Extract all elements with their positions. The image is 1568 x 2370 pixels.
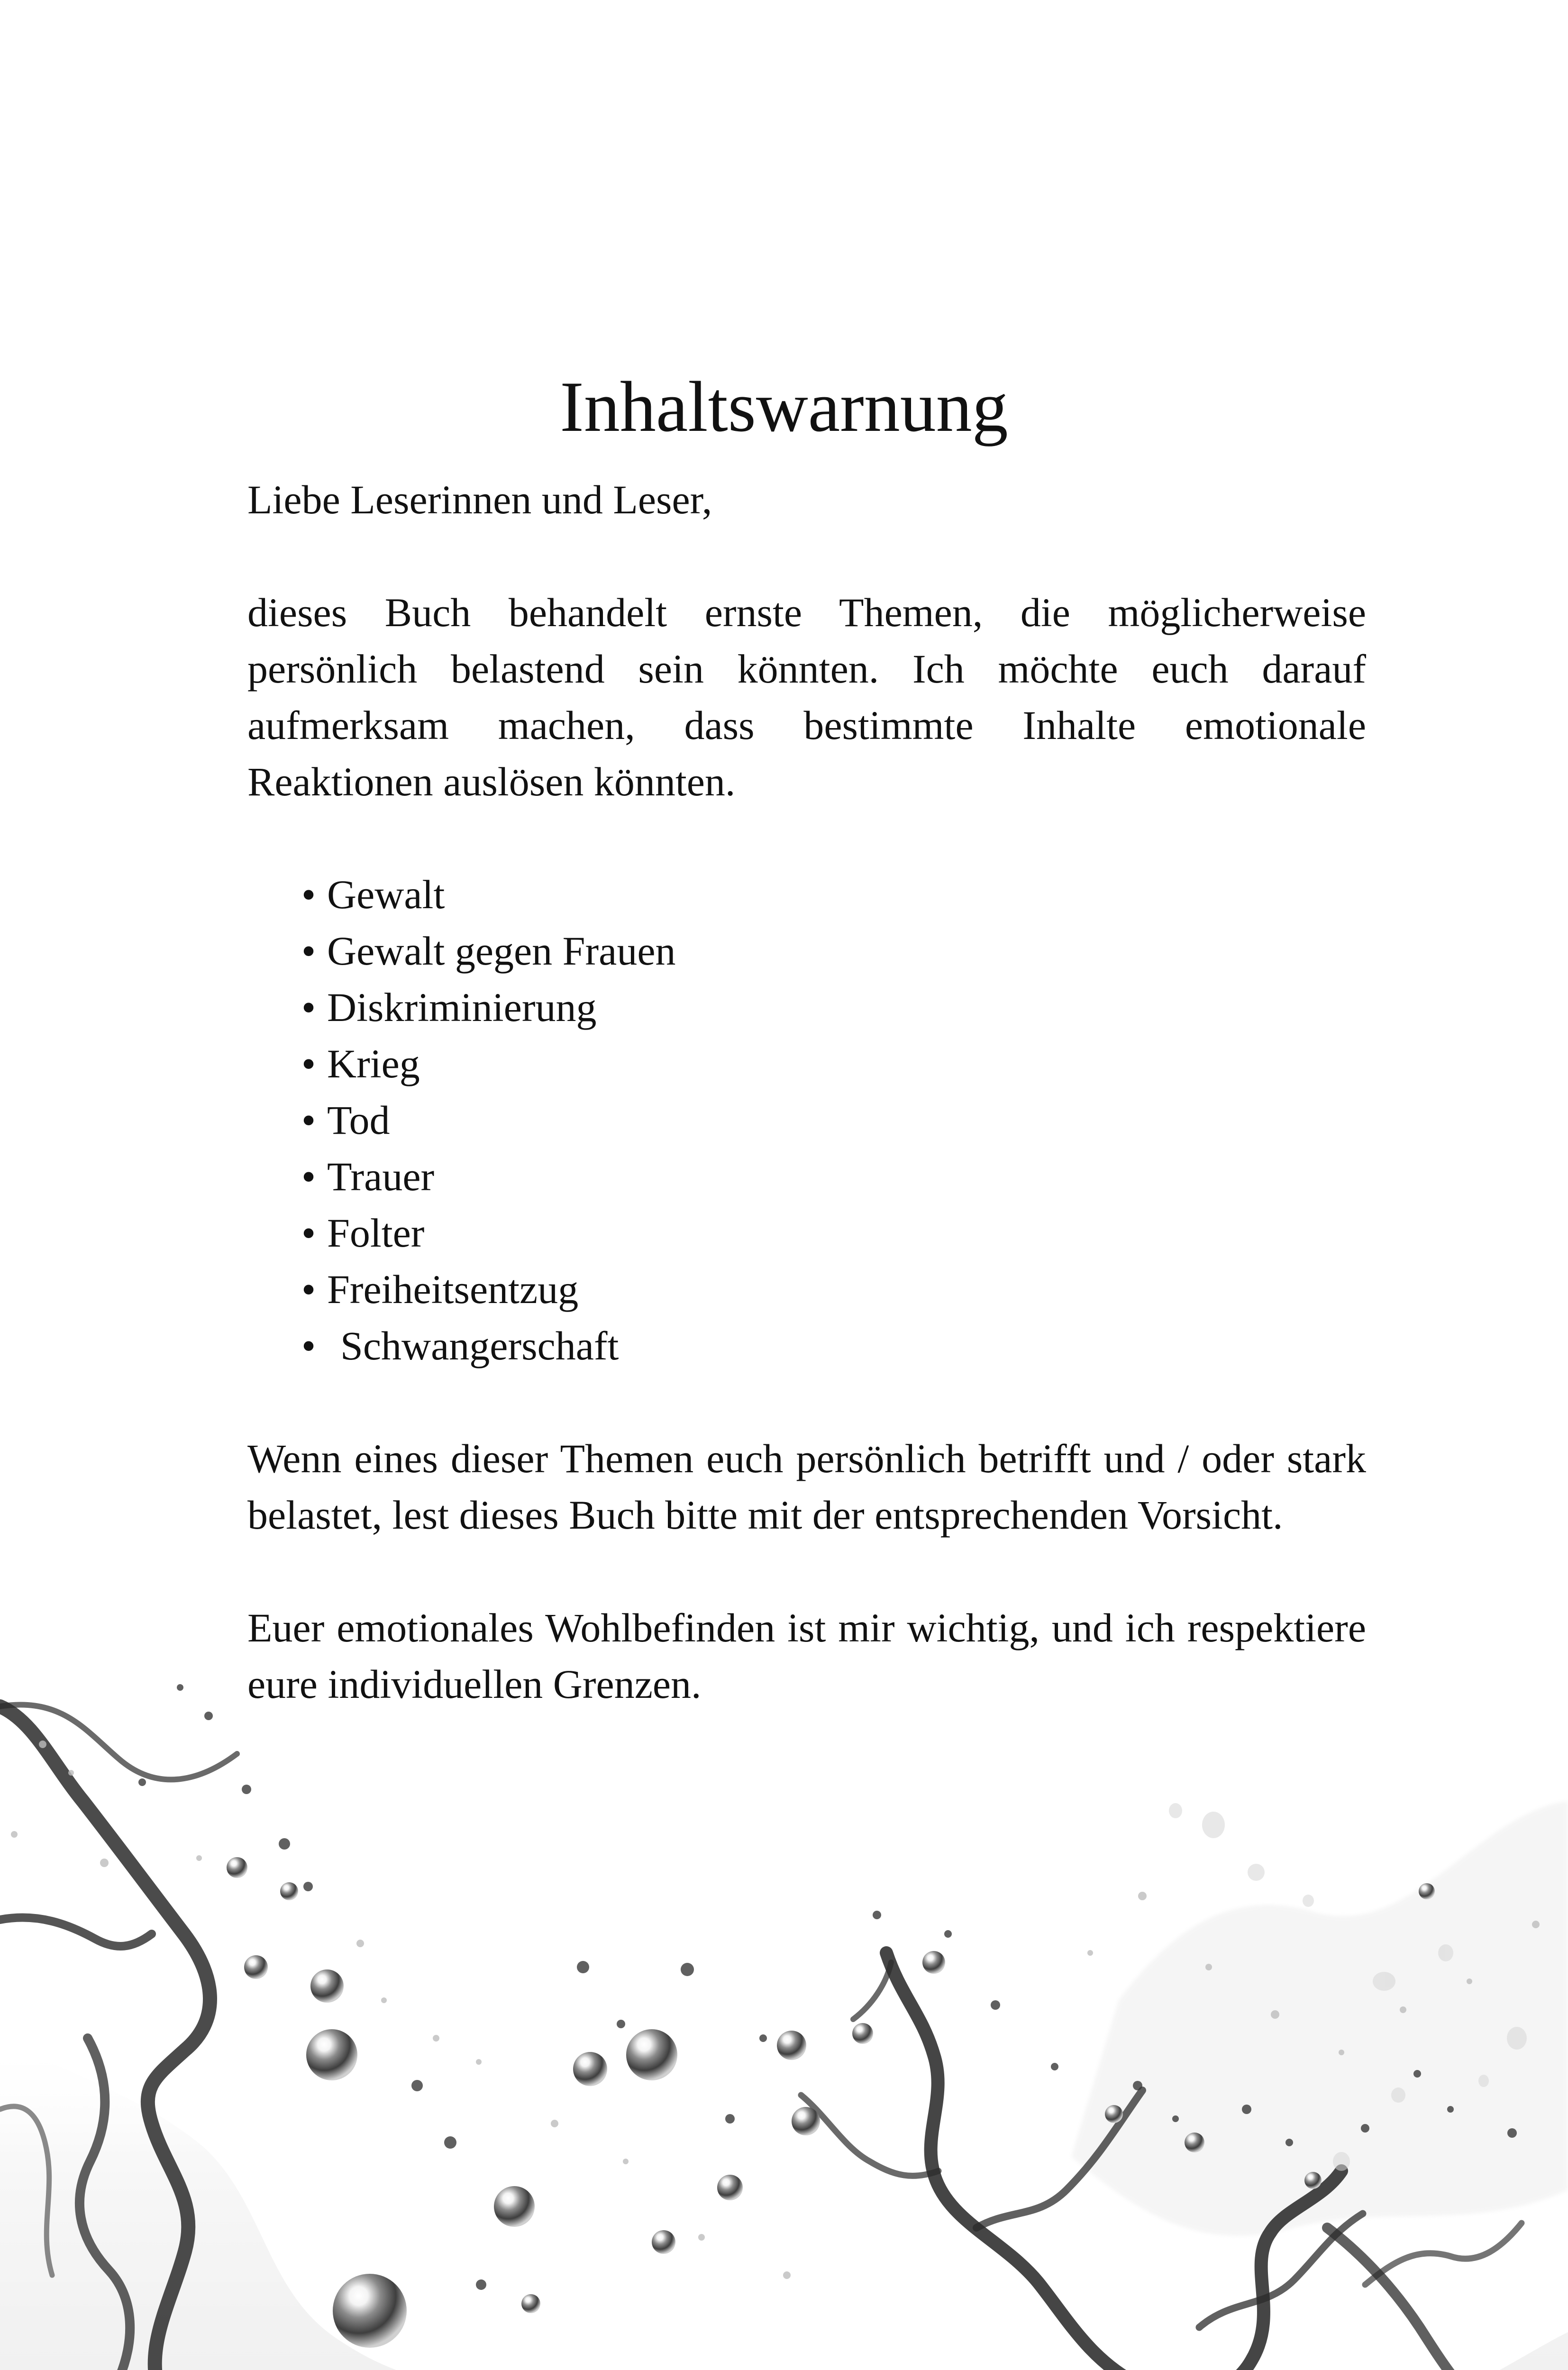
greeting-text: Liebe Leserinnen und Leser,	[247, 477, 712, 522]
warning-list-item	[301, 1036, 1366, 1092]
warning-label: Schwangerschaft	[340, 1323, 619, 1368]
bullet-icon: •	[301, 1041, 316, 1086]
content-warning-text	[247, 472, 1366, 1713]
warning-list-item	[301, 1261, 1366, 1318]
bullet-icon: •	[301, 1267, 316, 1312]
warning-list	[247, 866, 1366, 1374]
warning-label: Tod	[327, 1097, 390, 1143]
warning-label: Krieg	[327, 1041, 420, 1086]
bullet-icon: •	[301, 1210, 316, 1256]
warning-label: Freiheitsentzug	[327, 1267, 579, 1312]
warning-list-item	[301, 1149, 1366, 1205]
warning-list-item	[301, 1092, 1366, 1149]
bullet-icon: •	[301, 1323, 316, 1368]
bullet-icon: •	[301, 872, 316, 917]
paragraph-spacer	[247, 810, 1366, 866]
warning-label: Gewalt gegen Frauen	[327, 928, 676, 974]
bullet-icon: •	[301, 1154, 316, 1199]
caution-paragraph: Wenn eines dieser Themen euch persönlich betrifft und / oder stark belastet, lest dieses Buch bitte mit der entsprechenden Vorsicht.	[247, 1436, 1366, 1538]
warning-list-item	[301, 866, 1366, 923]
bullet-icon: •	[301, 928, 316, 974]
paragraph-spacer	[247, 1543, 1366, 1600]
paragraph-spacer	[247, 1374, 1366, 1431]
bullet-icon: •	[301, 1097, 316, 1143]
warning-list-item	[301, 923, 1366, 979]
intro-paragraph: dieses Buch behandelt ernste Themen, die möglicherweise persönlich belastend sein könnten. Ich möchte euch darauf aufmerksam machen, dass bestimmte Inhalte emotionale Reaktionen auslösen könnten.	[247, 590, 1366, 804]
bullet-icon: •	[301, 984, 316, 1030]
warning-list-item	[301, 979, 1366, 1036]
closing-paragraph: Euer emotionales Wohlbefinden ist mir wichtig, und ich respektiere eure individuellen Grenzen.	[247, 1605, 1366, 1707]
page-title: Inhaltswarnung	[560, 366, 1008, 447]
warning-label: Gewalt	[327, 872, 445, 917]
warning-label: Folter	[327, 1210, 425, 1256]
warning-list-item	[301, 1318, 1366, 1374]
warning-list-item	[301, 1205, 1366, 1261]
warning-label: Diskriminierung	[327, 984, 597, 1030]
warning-label: Trauer	[327, 1154, 435, 1199]
